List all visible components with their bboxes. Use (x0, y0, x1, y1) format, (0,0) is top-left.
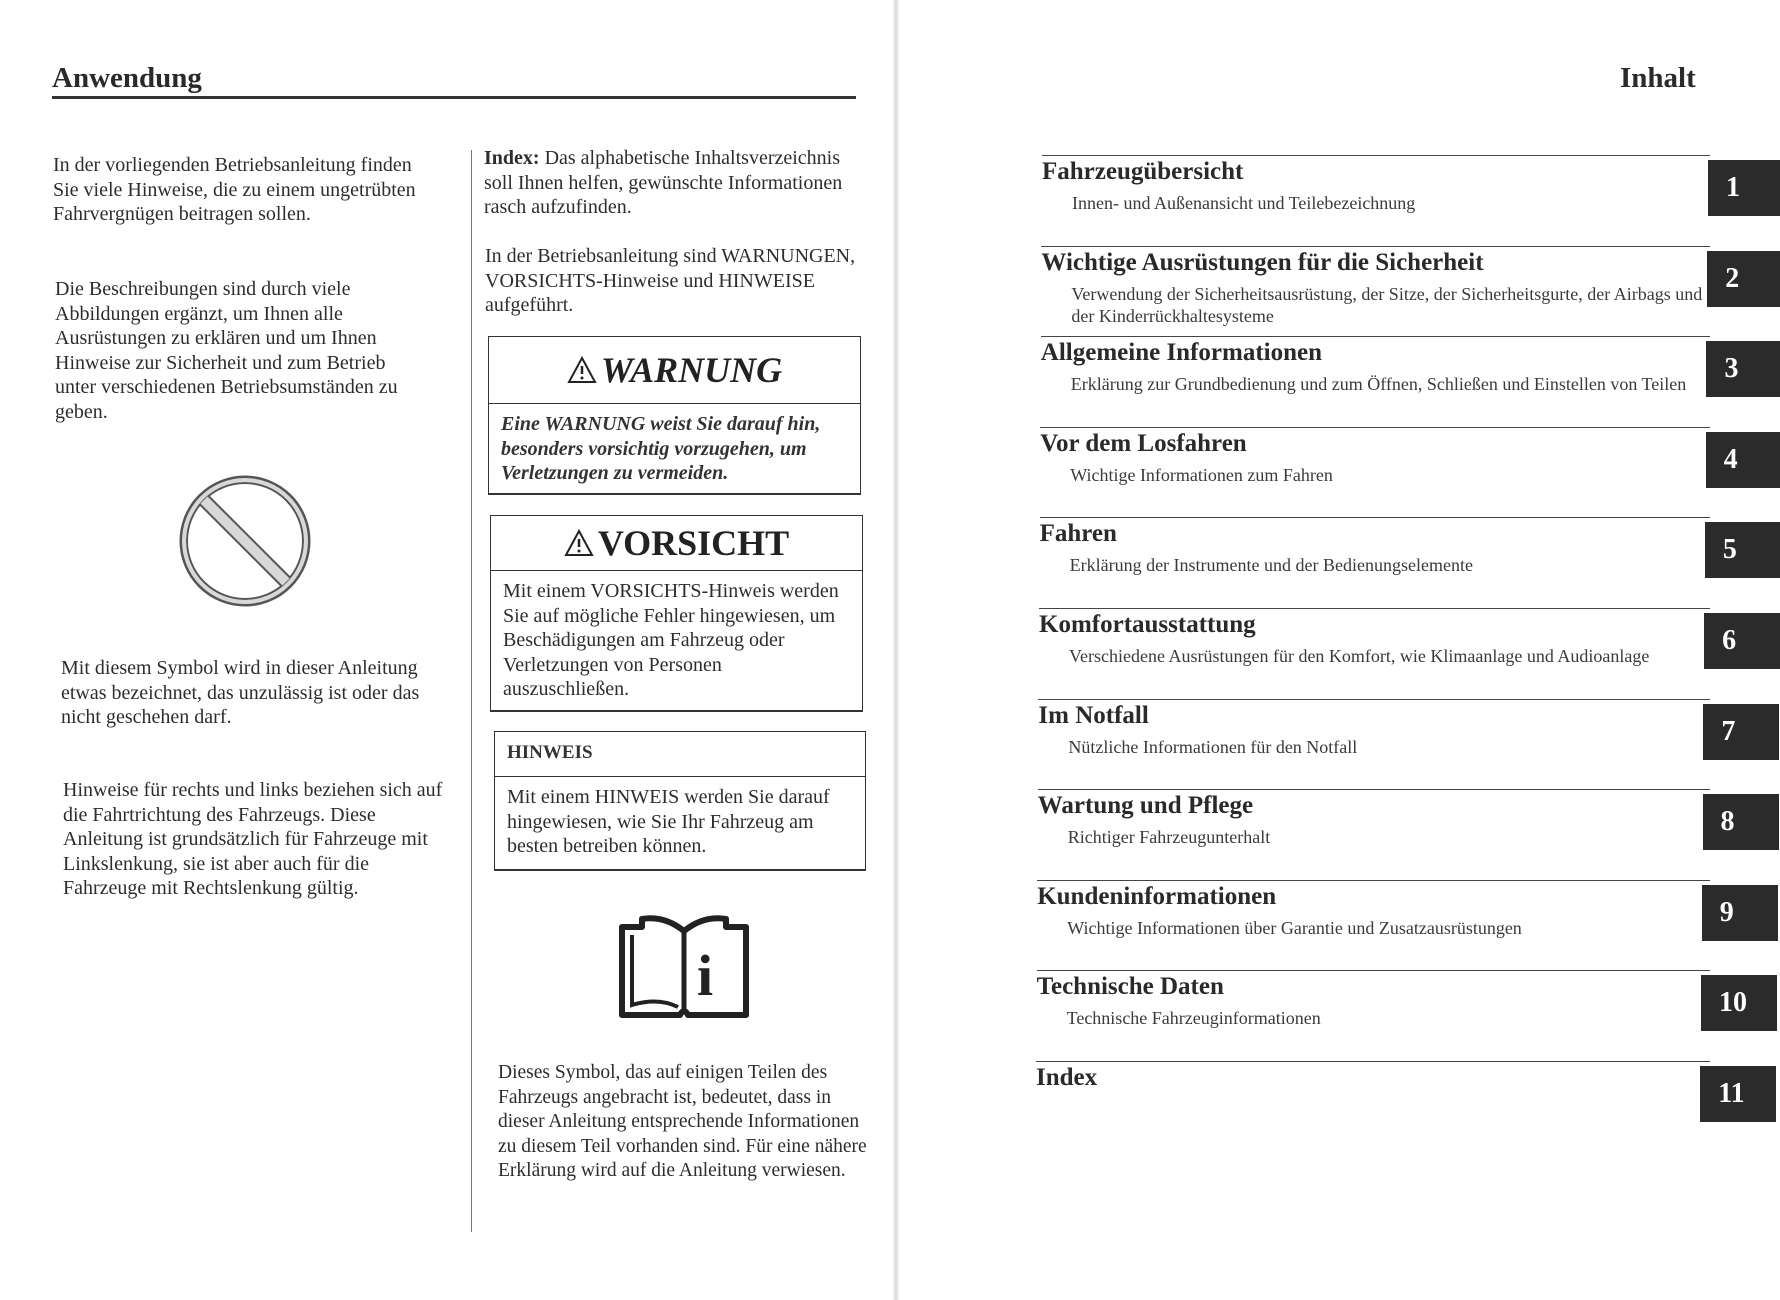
steering-note-paragraph: Hinweise für rechts und links beziehen sich auf die Fahrtrichtung des Fahrzeugs. Diese Anleitung ist grundsätzlich für Fahrzeuge mit Linkslenkung, sie ist aber auch für die Fahrzeuge mit Rechtslenkung gültig. (63, 779, 443, 899)
chapter-number-tab[interactable]: 3 (1706, 341, 1780, 397)
left-title-rule (52, 96, 856, 99)
vorsicht-title: VORSICHT (597, 523, 790, 563)
toc-chapter-title[interactable]: Komfortausstattung (1039, 611, 1256, 638)
chapter-number-tab[interactable]: 4 (1706, 432, 1780, 488)
toc-chapter-description: Wichtige Informationen über Garantie und Zusatzausrüstungen (1067, 917, 1522, 938)
chapter-number-tab[interactable]: 5 (1705, 522, 1780, 578)
toc-chapter-description: Innen- und Außenansicht und Teilebezeichnung (1072, 193, 1416, 213)
toc-chapter-description: Wichtige Informationen zum Fahren (1070, 464, 1333, 485)
chapter-number-tab[interactable]: 10 (1701, 975, 1777, 1031)
hinweis-body: Mit einem HINWEIS werden Sie darauf hingewiesen, wie Sie Ihr Fahrzeug am besten betreiben können. (494, 776, 866, 870)
hinweis-title: HINWEIS (507, 742, 593, 763)
symbol-explanation-paragraph: Mit diesem Symbol wird in dieser Anleitung etwas bezeichnet, das unzulässig ist oder das nicht geschehen darf. (61, 657, 420, 728)
toc-row-rule (1040, 517, 1710, 518)
index-text: Das alphabetische Inhaltsverzeichnis soll Ihnen helfen, gewünschte Informationen rasch aufzufinden. (484, 147, 843, 218)
chapter-number-tab[interactable]: 7 (1703, 704, 1779, 760)
hinweis-box (494, 731, 866, 871)
vorsicht-body: Mit einem VORSICHTS-Hinweis werden Sie auf mögliche Fehler hingewiesen, um Beschädigungen am Fahrzeug oder Verletzungen von Personen auszuschließen. (490, 570, 863, 711)
toc-row-rule (1042, 155, 1710, 156)
toc-row-rule (1041, 246, 1710, 247)
book-info-icon (616, 913, 752, 1023)
vorsicht-header (491, 516, 862, 570)
toc-chapter-description: Erklärung zur Grundbedienung und zum Öffnen, Schließen und Einstellen von Teilen (1070, 374, 1687, 395)
toc-chapter-title[interactable]: Fahrzeugübersicht (1042, 158, 1244, 185)
toc-chapter-title[interactable]: Allgemeine Informationen (1040, 339, 1323, 367)
toc-chapter-description: Verwendung der Sicherheitsausrüstung, der Sitze, der Sicherheitsgurte, der Airbags und der Kinderrückhaltesysteme (1071, 283, 1703, 326)
toc-chapter-title[interactable]: Wartung und Pflege (1037, 792, 1254, 820)
toc-chapter-title[interactable]: Kundeninformationen (1037, 882, 1277, 910)
vorsicht-box (490, 515, 863, 712)
toc-chapter-title[interactable]: Fahren (1039, 520, 1117, 548)
toc-row-rule (1037, 970, 1710, 971)
chapter-number-tab[interactable]: 9 (1702, 885, 1778, 941)
toc-row-rule (1041, 336, 1710, 337)
toc-row-rule (1038, 699, 1710, 700)
chapter-number-tab[interactable]: 6 (1704, 613, 1780, 669)
toc-chapter-title[interactable]: Im Notfall (1038, 701, 1149, 729)
toc-row-rule (1040, 427, 1710, 428)
chapter-number-tab[interactable]: 1 (1708, 160, 1780, 216)
toc-chapter-title[interactable]: Technische Daten (1036, 973, 1224, 1001)
warnung-body: Eine WARNUNG weist Sie darauf hin, besonders vorsichtig vorzugehen, um Verletzungen zu vermeiden. (488, 403, 861, 494)
toc-chapter-title[interactable]: Vor dem Losfahren (1040, 429, 1247, 457)
intro-paragraph: In der vorliegenden Betriebsanleitung finden Sie viele Hinweise, die zu einem ungetrübten Fahrvergnügen beitragen sollen. (53, 154, 416, 225)
book-symbol-paragraph: Dieses Symbol, das auf einigen Teilen des Fahrzeugs angebracht ist, bedeutet, dass in dieser Anleitung entsprechende Informationen zu diesem Teil vorhanden sind. Für eine nähere Erklärung wird auf die Anleitung verwiesen. (498, 1062, 867, 1181)
toc-chapter-description: Verschiedene Ausrüstungen für den Komfort, wie Klimaanlage und Audioanlage (1069, 646, 1650, 666)
toc-row-rule (1039, 608, 1710, 609)
description-paragraph: Die Beschreibungen sind durch viele Abbildungen ergänzt, um Ihnen alle Ausrüstungen zu erklären und um Ihnen Hinweise zur Sicherheit und zum Betrieb unter verschiedenen Betriebsumständen zu geben. (55, 278, 398, 423)
toc-chapter-title[interactable]: Index (1036, 1064, 1098, 1091)
chapter-number-tab[interactable]: 11 (1700, 1066, 1776, 1122)
index-label: Index: (484, 147, 540, 169)
book-info-letter: i (696, 943, 714, 1008)
index-paragraph (484, 146, 869, 220)
warnung-header (489, 337, 860, 403)
warnung-box (488, 336, 861, 495)
toc-row-rule (1038, 789, 1710, 790)
chapter-number-tab[interactable]: 2 (1707, 251, 1780, 307)
caution-triangle-icon (564, 529, 594, 557)
right-page-title: Inhalt (1620, 62, 1696, 94)
page-gutter (893, 0, 899, 1300)
warning-triangle-icon (567, 356, 597, 384)
toc-chapter-title[interactable]: Wichtige Ausrüstungen für die Sicherheit (1041, 248, 1484, 276)
toc-chapter-description: Nützliche Informationen für den Notfall (1068, 736, 1358, 757)
chapter-number-tab[interactable]: 8 (1703, 794, 1779, 850)
left-page-title: Anwendung (52, 62, 202, 94)
notice-types-paragraph: In der Betriebsanleitung sind WARNUNGEN, VORSICHTS-Hinweise und HINWEISE aufgeführt. (485, 245, 856, 316)
toc-chapter-description: Technische Fahrzeuginformationen (1066, 1008, 1321, 1029)
toc-row-rule (1036, 1061, 1710, 1062)
toc-row-rule (1037, 880, 1710, 881)
toc-chapter-description: Erklärung der Instrumente und der Bedienungselemente (1069, 555, 1473, 576)
prohibited-icon (172, 468, 318, 614)
column-separator (471, 150, 472, 1232)
warnung-title: WARNUNG (600, 350, 783, 390)
toc-chapter-description: Richtiger Fahrzeugunterhalt (1067, 827, 1271, 848)
